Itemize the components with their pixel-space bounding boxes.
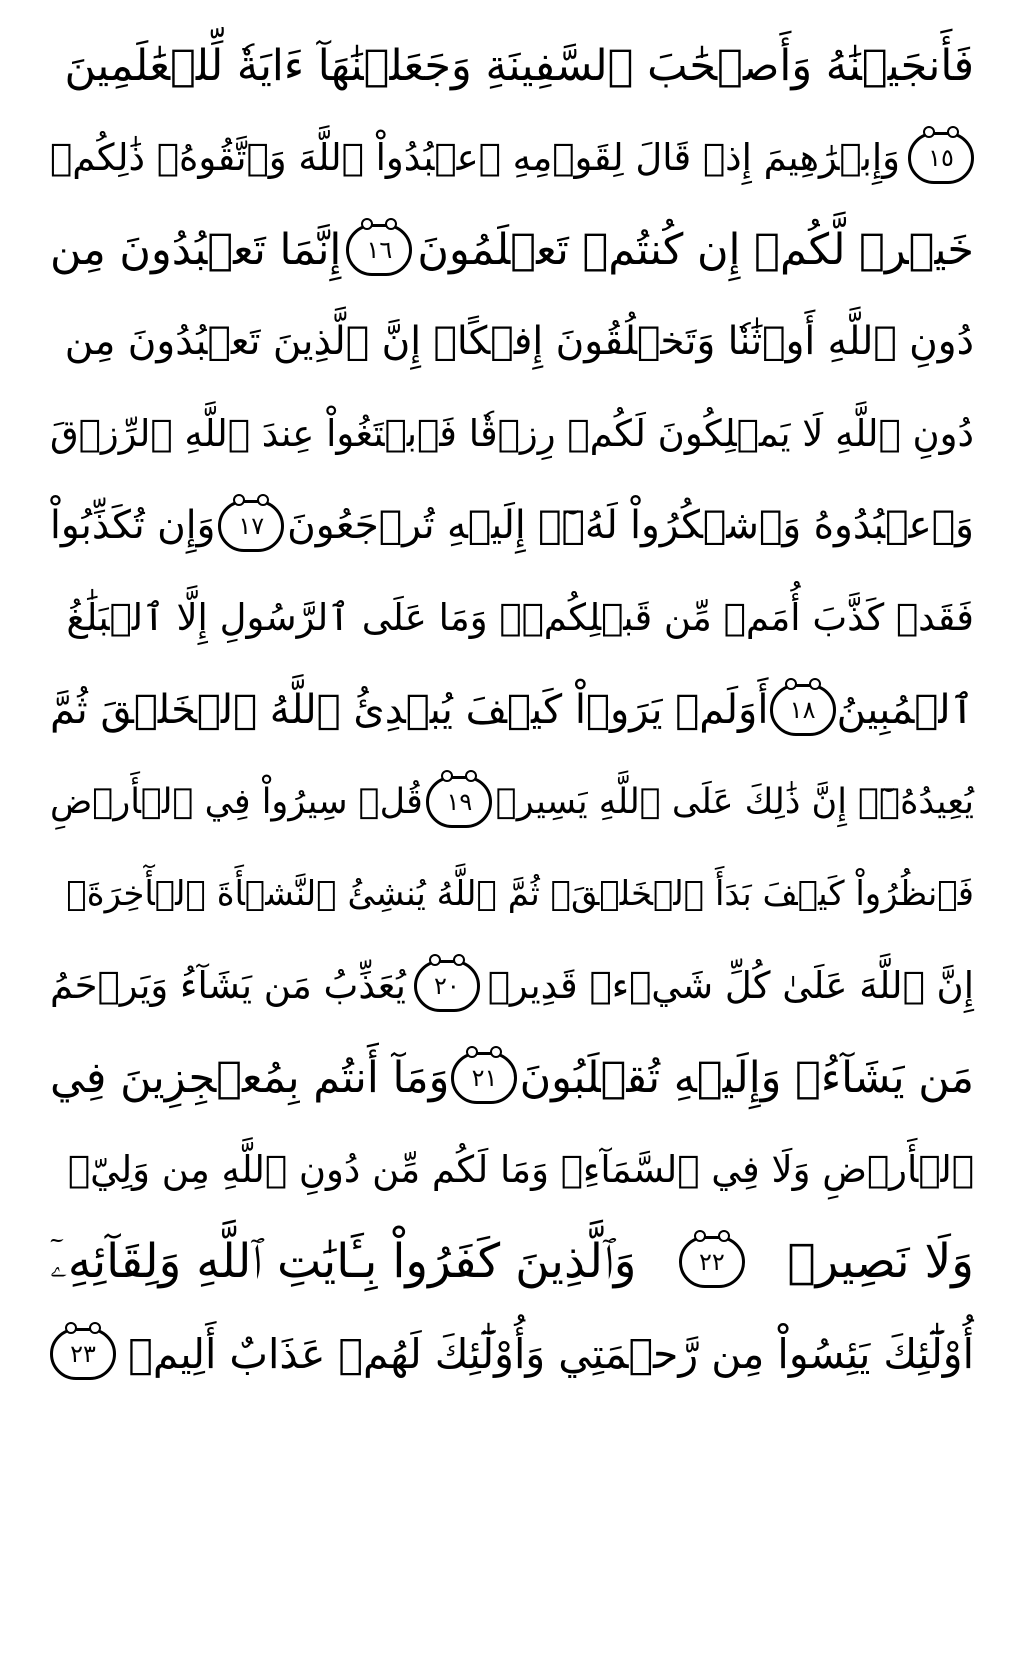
ayah-number: ١٦ [366, 236, 393, 264]
verse-text: يُعَذِّبُ مَن يَشَآءُ وَيَرۡحَمُ [50, 964, 406, 1007]
verse-text: وَإِبۡرَٰهِيمَ إِذۡ قَالَ لِقَوۡمِهِ ٱعۡبُدُواْ ٱللَّهَ وَٱتَّقُوهُۖ ذَٰلِكُمۡ [50, 136, 901, 179]
verse-text: مَن يَشَآءُۖ وَإِلَيۡهِ تُقۡلَبُونَ [519, 1053, 974, 1103]
verse-line [50, 1032, 974, 1124]
ayah-number: ٢٢ [699, 1248, 725, 1276]
verse-line [50, 1216, 974, 1308]
ayah-number: ١٧ [238, 512, 265, 540]
ayah-number: ١٥ [928, 144, 954, 172]
ayah-number-marker [414, 960, 480, 1012]
verse-line [50, 296, 974, 388]
verse-text: فَأَنجَيۡنَٰهُ وَأَصۡحَٰبَ ٱلسَّفِينَةِ وَجَعَلۡنَٰهَآ ءَايَةٗ لِّلۡعَٰلَمِينَ [64, 41, 974, 91]
verse-text: ٱلۡأَرۡضِ وَلَا فِي ٱلسَّمَآءِۖ وَمَا لَكُم مِّن دُونِ ٱللَّهِ مِن وَلِيّٖ [67, 1148, 974, 1191]
verse-text: أُوْلَٰٓئِكَ يَئِسُواْ مِن رَّحۡمَتِي وَأُوْلَٰٓئِكَ لَهُمۡ عَذَابٌ أَلِيمٞ [128, 1330, 974, 1378]
ayah-number-marker [50, 1328, 116, 1380]
ayah-number-marker [346, 224, 412, 276]
verse-text: وَلَا نَصِيرٖ [787, 1234, 974, 1289]
verse-text: ٱلۡمُبِينُ [836, 687, 974, 733]
ayah-number-marker [426, 776, 492, 828]
ayah-number-marker [451, 1052, 517, 1104]
verse-text: وَمَآ أَنتُم بِمُعۡجِزِينَ فِي [50, 1053, 450, 1103]
verse-text: دُونِ ٱللَّهِ لَا يَمۡلِكُونَ لَكُمۡ رِزۡقٗا فَٱبۡتَغُواْ عِندَ ٱللَّهِ ٱلرِّزۡقَ [49, 412, 974, 455]
ayah-number-marker [679, 1236, 745, 1288]
verse-line [50, 940, 974, 1032]
verse-line [50, 1308, 974, 1400]
verse-text: وَٱعۡبُدُوهُ وَٱشۡكُرُواْ لَهُۥٓۖ إِلَيۡهِ تُرۡجَعُونَ [287, 503, 974, 548]
verse-text: وَإِن تُكَذِّبُواْ [50, 503, 216, 548]
ayah-number-marker [908, 132, 974, 184]
ayah-number: ١٩ [446, 788, 473, 816]
ayah-number: ١٨ [789, 696, 816, 724]
ayah-number: ٢٣ [70, 1340, 96, 1368]
verse-line [50, 480, 974, 572]
verse-line [50, 20, 974, 112]
verse-text: خَيۡرٞ لَّكُمۡ إِن كُنتُمۡ تَعۡلَمُونَ [417, 225, 974, 275]
verse-line [50, 756, 974, 848]
verse-text: فَقَدۡ كَذَّبَ أُمَمٞ مِّن قَبۡلِكُمۡۖ وَمَا عَلَى ٱلرَّسُولِ إِلَّا ٱلۡبَلَٰغُ [66, 596, 974, 639]
verse-text: فَٱنظُرُواْ كَيۡفَ بَدَأَ ٱلۡخَلۡقَۚ ثُمَّ ٱللَّهُ يُنشِئُ ٱلنَّشۡأَةَ ٱلۡأٓخِرَةَۚ [66, 874, 974, 914]
verse-line [50, 572, 974, 664]
verse-text: إِنَّ ٱللَّهَ عَلَىٰ كُلِّ شَيۡءٖ قَدِيرٞ [487, 964, 974, 1007]
verse-line [50, 664, 974, 756]
ayah-number-marker [218, 500, 284, 552]
verse-text: وَٱلَّذِينَ كَفَرُواْ بِـَٔايَٰتِ ٱللَّهِ وَلِقَآئِهِۦٓ [50, 1234, 637, 1289]
verse-text: قُلۡ سِيرُواْ فِي ٱلۡأَرۡضِ [50, 782, 423, 822]
verse-text: دُونِ ٱللَّهِ أَوۡثَٰنٗا وَتَخۡلُقُونَ إِفۡكًاۚ إِنَّ ٱلَّذِينَ تَعۡبُدُونَ مِن [64, 319, 974, 364]
verse-text: إِنَّمَا تَعۡبُدُونَ مِن [50, 225, 342, 275]
verse-line [50, 388, 974, 480]
verse-line [50, 848, 974, 940]
verse-lines [50, 20, 974, 1400]
verse-text: أَوَلَمۡ يَرَوۡاْ كَيۡفَ يُبۡدِئُ ٱللَّهُ ٱلۡخَلۡقَ ثُمَّ [50, 687, 769, 733]
ayah-number: ٢٠ [433, 972, 460, 1000]
ayah-number-marker [770, 684, 836, 736]
verse-line [50, 204, 974, 296]
verse-text: يُعِيدُهُۥٓۚ إِنَّ ذَٰلِكَ عَلَى ٱللَّهِ يَسِيرٞ [495, 782, 974, 822]
verse-line [50, 1124, 974, 1216]
ayah-number: ٢١ [471, 1064, 498, 1092]
verse-line [50, 112, 974, 204]
